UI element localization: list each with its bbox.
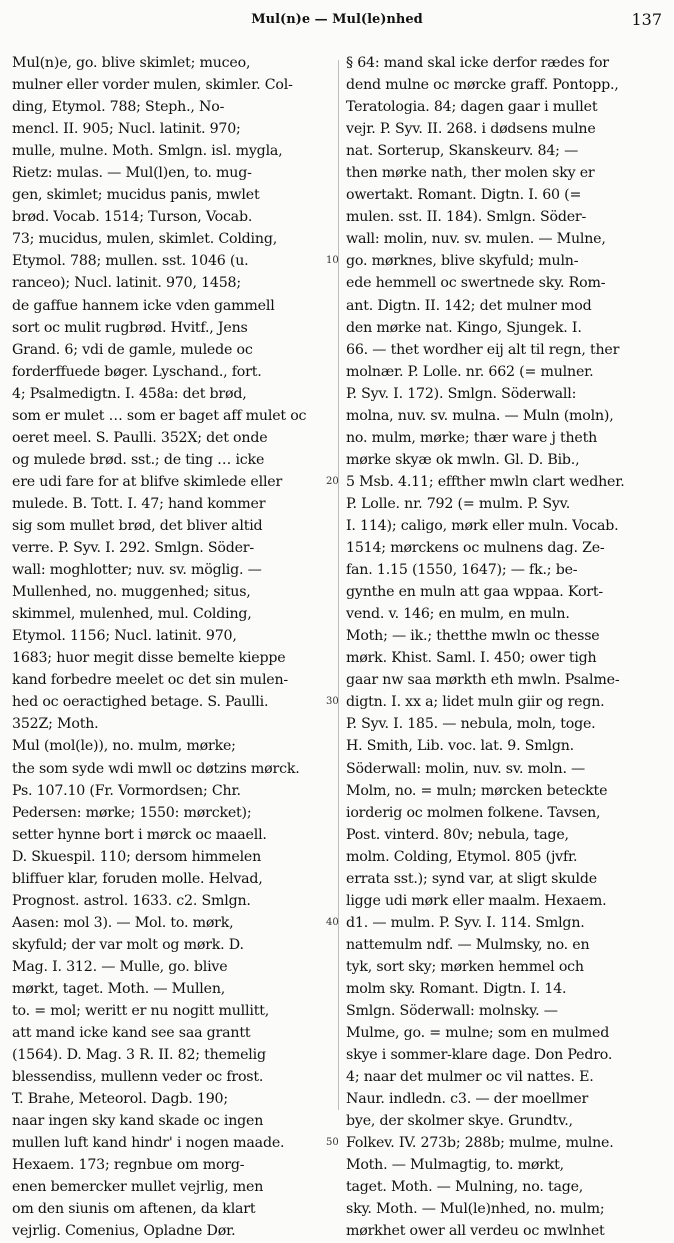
text-line: mencl. II. 905; Nucl. latinit. 970; xyxy=(12,121,241,138)
text-line: 1514; mørckens oc mulnens dag. Ze- xyxy=(346,540,605,557)
text-line: Prognost. astrol. 1633. c2. Smlgn. xyxy=(12,892,251,909)
text-line: vend. v. 146; en mulm, en muln. xyxy=(346,606,570,623)
text-line: molm sky. Romant. Digtn. I. 14. xyxy=(346,980,567,997)
text-line: Aasen: mol 3). — Mol. to. mørk, xyxy=(12,914,234,931)
right-column xyxy=(346,52,662,1243)
text-line: P. Lolle. nr. 792 (= mulm. P. Syv. xyxy=(346,495,571,512)
text-line: Molm, no. = muln; mørcken beteckte xyxy=(346,782,608,799)
text-line: oeret meel. S. Paulli. 352X; det onde xyxy=(12,429,268,446)
line-number-marker: 30 xyxy=(326,696,339,708)
text-line: ding, Etymol. 788; Steph., No- xyxy=(12,99,225,116)
text-line: 4; naar det mulmer oc vil nattes. E. xyxy=(346,1069,594,1086)
text-line: ranceo); Nucl. latinit. 970, 1458; xyxy=(12,275,241,292)
text-line: owertakt. Romant. Digtn. I. 60 (= xyxy=(346,187,582,204)
text-line: nat. Sorterup, Skanskeurv. 84; — xyxy=(346,143,579,160)
line-number-marker: 50 xyxy=(326,1137,339,1149)
text-line: Mul (mol(le)), no. mulm, mørke; xyxy=(12,738,236,755)
text-line: the som syde wdi mwll oc døtzins mørck. xyxy=(12,760,300,777)
text-line: errata sst.); synd var, at sligt skulde xyxy=(346,870,597,887)
text-line: blessendiss, mullenn veder oc frost. xyxy=(12,1069,264,1086)
text-line: som er mulet … som er baget aff mulet oc xyxy=(12,407,307,424)
text-line: mørkhet ower all verdeu oc mwlnhet xyxy=(346,1223,605,1240)
text-line: vejr. P. Syv. II. 268. i dødsens mulne xyxy=(346,121,596,138)
text-line: Mul(n)e, go. blive skimlet; muceo, xyxy=(12,55,251,71)
text-line: Teratologia. 84; dagen gaar i mullet xyxy=(346,99,598,116)
text-line: no. mulm, mørke; thær ware j theth xyxy=(346,429,598,446)
text-line: dend mulne oc mørcke graff. Pontopp., xyxy=(346,77,619,94)
text-line: Ps. 107.10 (Fr. Vormordsen; Chr. xyxy=(12,782,241,799)
text-line: Etymol. 1156; Nucl. latinit. 970, xyxy=(12,628,237,645)
text-line: brød. Vocab. 1514; Turson, Vocab. xyxy=(12,209,253,226)
text-line: Smlgn. Söderwall: molnsky. — xyxy=(346,1003,558,1020)
text-line: ede hemmell oc swertnede sky. Rom- xyxy=(346,275,606,292)
text-line: mulede. B. Tott. I. 47; hand kommer xyxy=(12,495,266,512)
text-line: d1. — mulm. P. Syv. I. 114. Smlgn. xyxy=(346,914,585,931)
text-line: 5 Msb. 4.11; effther mwln clart wedher. xyxy=(346,473,625,490)
line-number-marker: 40 xyxy=(326,916,339,928)
text-line: iorderig oc molmen folkene. Tavsen, xyxy=(346,804,601,821)
text-line: Etymol. 788; mullen. sst. 1046 (u. xyxy=(12,253,249,270)
line-number-marker: 20 xyxy=(326,475,339,487)
text-line: wall: moghlotter; nuv. sv. möglig. — xyxy=(12,562,262,579)
text-line: mørkt, taget. Moth. — Mullen, xyxy=(12,980,226,997)
text-line: 352Z; Moth. xyxy=(12,716,99,733)
text-line: enen bemercker mullet vejrlig, men xyxy=(12,1179,264,1196)
text-line: H. Smith, Lib. voc. lat. 9. Smlgn. xyxy=(346,738,574,755)
text-line: bye, der skolmer skye. Grundtv., xyxy=(346,1113,573,1130)
text-line: Hexaem. 173; regnbue om morg- xyxy=(12,1157,245,1174)
page-number: 137 xyxy=(631,10,662,29)
text-line: Pedersen: mørke; 1550: mørcket); xyxy=(12,804,252,821)
text-line: Moth; — ik.; thetthe mwln oc thesse xyxy=(346,628,600,645)
text-line: gen, skimlet; mucidus panis, mwlet xyxy=(12,187,260,204)
text-line: kand forbedre meelet oc det sin mulen- xyxy=(12,672,289,689)
text-line: nattemulm ndf. — Mulmsky, no. en xyxy=(346,936,590,953)
text-line: digtn. I. xx a; lidet muln giir og regn. xyxy=(346,694,605,711)
text-line: setter hynne bort i mørck oc maaell. xyxy=(12,826,267,843)
running-head: Mul(n)e — Mul(le)nhed xyxy=(251,12,423,27)
text-line: § 64: mand skal icke derfor rædes for xyxy=(346,55,609,71)
text-line: Naur. indledn. c3. — der moellmer xyxy=(346,1091,589,1108)
text-line: den mørke nat. Kingo, Sjungek. I. xyxy=(346,319,582,336)
text-line: att mand icke kand see saa grantt xyxy=(12,1025,251,1042)
text-line: Mulme, go. = mulne; som en mulmed xyxy=(346,1025,610,1042)
text-line: sky. Moth. — Mul(le)nhed, no. mulm; xyxy=(346,1201,605,1218)
text-line: then mørke nath, ther molen sky er xyxy=(346,165,595,182)
text-line: molm. Colding, Etymol. 805 (jvfr. xyxy=(346,848,578,865)
text-line: sig som mullet brød, det bliver altid xyxy=(12,517,263,534)
text-line: mørk. Khist. Saml. I. 450; ower tigh xyxy=(346,650,597,667)
text-line: I. 114); caligo, mørk eller muln. Vocab. xyxy=(346,517,619,534)
text-line: P. Syv. I. 172). Smlgn. Söderwall: xyxy=(346,385,577,402)
text-line: naar ingen sky kand skade oc ingen xyxy=(12,1113,264,1130)
text-line: sort oc mulit rugbrød. Hvitf., Jens xyxy=(12,319,248,336)
text-line: 4; Psalmedigtn. I. 458a: det brød, xyxy=(12,385,247,402)
text-line: forderffuede bøger. Lyschand., fort. xyxy=(12,363,262,380)
text-line: verre. P. Syv. I. 292. Smlgn. Söder- xyxy=(12,540,254,557)
left-column xyxy=(12,52,328,1243)
text-line: mullen luft kand hindr' i nogen maade. xyxy=(12,1135,285,1152)
text-line: bliffuer klar, foruden molle. Helvad, xyxy=(12,870,263,887)
text-line: 66. — thet wordher eij alt til regn, ther xyxy=(346,341,620,358)
text-line: hed oc oeractighed betage. S. Paulli. xyxy=(12,694,269,711)
page-header xyxy=(0,8,674,34)
line-number-marker: 10 xyxy=(326,255,339,267)
text-line: to. = mol; weritt er nu nogitt mullitt, xyxy=(12,1003,270,1020)
text-line: tyk, sort sky; mørken hemmel och xyxy=(346,958,584,975)
column-divider xyxy=(338,60,339,1110)
text-line: D. Skuespil. 110; dersom himmelen xyxy=(12,848,262,865)
text-line: T. Brahe, Meteorol. Dagb. 190; xyxy=(12,1091,228,1108)
text-line: Moth. — Mulmagtig, to. mørkt, xyxy=(346,1157,564,1174)
text-line: 73; mucidus, mulen, skimlet. Colding, xyxy=(12,231,278,248)
text-line: mulner eller vorder mulen, skimler. Col- xyxy=(12,77,293,94)
text-line: og mulede brød. sst.; de ting … icke xyxy=(12,451,265,468)
text-line: mulen. sst. II. 184). Smlgn. Söder- xyxy=(346,209,587,226)
text-line: molna, nuv. sv. mulna. — Muln (moln), xyxy=(346,407,614,424)
text-line: go. mørknes, blive skyfuld; muln- xyxy=(346,253,579,270)
text-line: wall: molin, nuv. sv. mulen. — Mulne, xyxy=(346,231,606,248)
text-line: mulle, mulne. Moth. Smlgn. isl. mygla, xyxy=(12,143,283,160)
text-line: de gaffue hannem icke vden gammell xyxy=(12,297,275,314)
text-line: fan. 1.15 (1550, 1647); — fk.; be- xyxy=(346,562,578,579)
text-line: Mag. I. 312. — Mulle, go. blive xyxy=(12,958,228,975)
text-line: P. Syv. I. 185. — nebula, moln, toge. xyxy=(346,716,596,733)
text-line: molnær. P. Lolle. nr. 662 (= mulner. xyxy=(346,363,594,380)
text-line: mørke skyæ ok mwln. Gl. D. Bib., xyxy=(346,451,580,468)
text-line: gynthe en muln att gaa wppaa. Kort- xyxy=(346,584,603,601)
text-line: gaar nw saa mørkth eth mwln. Psalme- xyxy=(346,672,620,689)
text-line: Folkev. IV. 273b; 288b; mulme, mulne. xyxy=(346,1135,614,1152)
text-line: Rietz: mulas. — Mul(l)en, to. mug- xyxy=(12,165,252,182)
text-line: skimmel, mulenhed, mul. Colding, xyxy=(12,606,252,623)
text-line: Grand. 6; vdi de gamle, mulede oc xyxy=(12,341,253,358)
text-line: 1683; huor megit disse bemelte kieppe xyxy=(12,650,286,667)
text-line: Söderwall: molin, nuv. sv. moln. — xyxy=(346,760,586,777)
text-line: ere udi fare for at blifve skimlede eller xyxy=(12,473,283,490)
text-line: skyfuld; der var molt og mørk. D. xyxy=(12,936,244,953)
text-line: Post. vinterd. 80v; nebula, tage, xyxy=(346,826,569,843)
text-line: skye i sommer-klare dage. Don Pedro. xyxy=(346,1047,613,1064)
text-line: om den siunis om aftenen, da klart xyxy=(12,1201,256,1218)
text-line: ligge udi mørk eller maalm. Hexaem. xyxy=(346,892,607,909)
text-line: vejrlig. Comenius, Opladne Dør. xyxy=(12,1223,236,1240)
text-line: Mullenhed, no. muggenhed; situs, xyxy=(12,584,251,601)
text-line: ant. Digtn. II. 142; det mulner mod xyxy=(346,297,592,314)
text-line: taget. Moth. — Mulning, no. tage, xyxy=(346,1179,584,1196)
text-line: (1564). D. Mag. 3 R. II. 82; themelig xyxy=(12,1047,266,1064)
